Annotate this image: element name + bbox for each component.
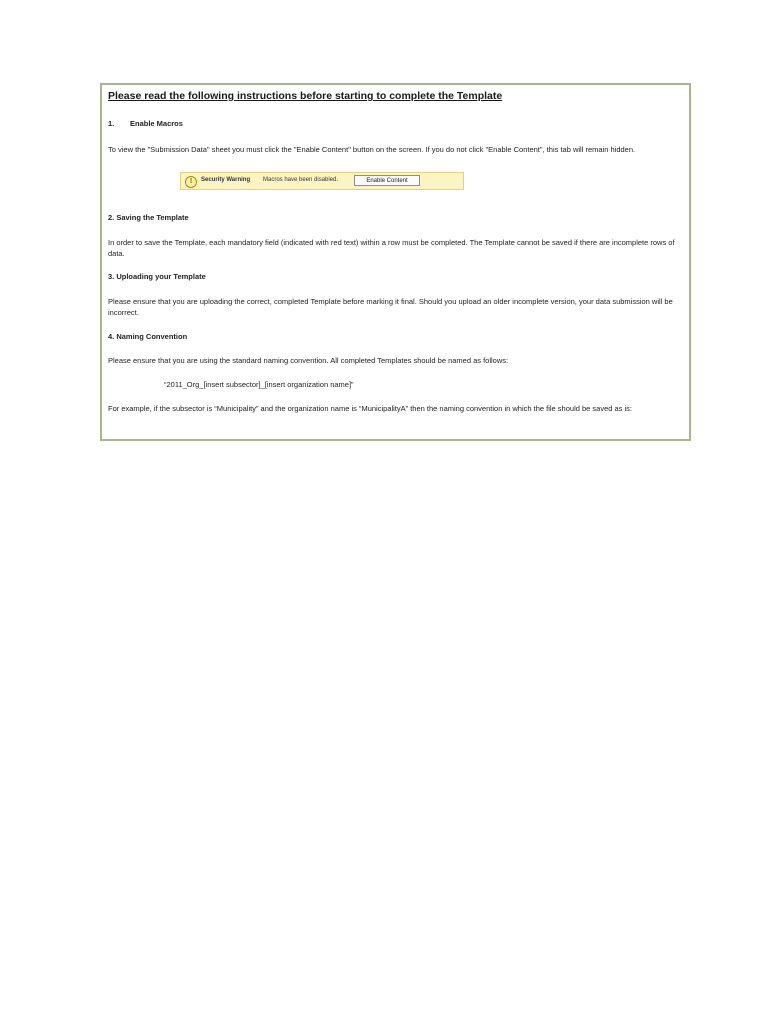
section1-heading-text: Enable Macros <box>130 119 183 128</box>
section1-text: To view the "Submission Data" sheet you must click the "Enable Content" button on the screen. If you do not click "Enable Content", this tab will remain hidden. <box>108 145 636 154</box>
section4-text: Please ensure that you are using the standard naming convention. All completed Templates should be named as follows: <box>108 356 509 365</box>
section4-example: For example, if the subsector is “Municipality” and the organization name is “MunicipalityA” then the naming convention in which the file should be saved as is: <box>108 404 633 413</box>
warning-icon: ! <box>185 176 197 188</box>
macro-security-bar <box>180 172 464 190</box>
section4-heading: 4. Naming Convention <box>108 332 188 341</box>
section3-text: Please ensure that you are uploading the correct, completed Template before marking it final. Should you upload an older incomplete version, your data submission will be incorrect. <box>108 297 673 317</box>
security-warning-label: Security Warning <box>201 177 251 183</box>
macros-disabled-message: Macros have been disabled. <box>263 177 339 183</box>
section2-heading: 2. Saving the Template <box>108 213 189 222</box>
section1-number: 1. <box>108 119 115 128</box>
enable-content-button[interactable]: Enable Content <box>354 175 420 186</box>
section2-text: In order to save the Template, each mandatory field (indicated with red text) within a row must be completed. The Template cannot be saved if there are incomplete rows of data. <box>108 238 675 258</box>
section1-heading <box>108 119 183 128</box>
section3-heading: 3. Uploading your Template <box>108 272 206 281</box>
instructions-title: Please read the following instructions before starting to complete the Template <box>108 90 503 102</box>
instructions-panel <box>100 83 691 441</box>
naming-format: “2011_Org_[insert subsector]_[insert organization name]” <box>164 380 354 389</box>
